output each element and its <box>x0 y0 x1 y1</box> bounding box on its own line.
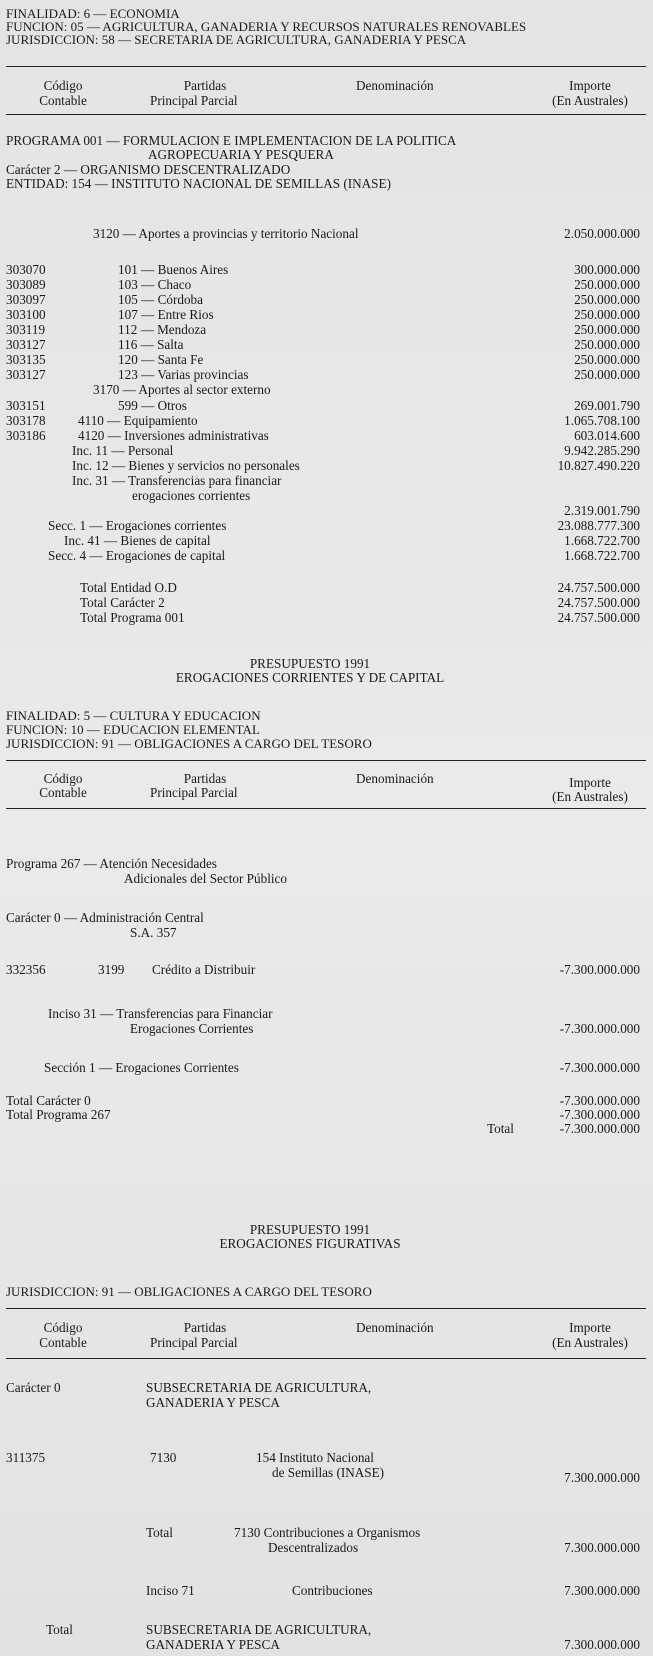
s2-programa-l2: Adicionales del Sector Público <box>124 871 287 886</box>
s1-col-austral: (En Australes) <box>552 93 628 108</box>
s3-sub-l1: SUBSECRETARIA DE AGRICULTURA, <box>146 1380 372 1395</box>
table-row-importe: 300.000.000 <box>574 262 640 277</box>
s1-jurisdiccion: JURISDICCION: 58 — SECRETARIA DE AGRICULTURA, GANADERIA Y PESCA <box>6 32 467 47</box>
s2-col-austral: (En Australes) <box>552 789 628 804</box>
table-row-code: 303097 <box>6 292 46 307</box>
s1-inc31-val: 2.319.001.790 <box>564 503 640 518</box>
s1-secc4-val: 1.668.722.700 <box>564 548 640 563</box>
s3-fin-l2: GANADERIA Y PESCA <box>146 1637 280 1652</box>
table-row-code: 303135 <box>6 352 46 367</box>
s1-inc12: Inc. 12 — Bienes y servicios no personales <box>72 458 300 473</box>
s1-presupuesto-sub: EROGACIONES CORRIENTES Y DE CAPITAL <box>175 670 445 685</box>
table-row-partida: 123 — Varias provincias <box>118 367 249 382</box>
table-row-code: 303070 <box>6 262 46 277</box>
table-row-partida: 101 — Buenos Aires <box>118 262 229 277</box>
s3-tot-val: 7.300.000.000 <box>564 1540 640 1555</box>
s1-rule-header <box>6 114 646 115</box>
s2-credito-den: Crédito a Distribuir <box>152 962 256 977</box>
table-row-partida: 112 — Mendoza <box>118 322 207 337</box>
s3-rule-header <box>6 1358 646 1359</box>
table-row-importe: 250.000.000 <box>574 367 640 382</box>
s1-equip: 4110 — Equipamiento <box>78 413 198 428</box>
s2-col-codigo: Código <box>43 771 83 786</box>
s1-otros: 599 — Otros <box>118 398 187 413</box>
s3-col-denominacion: Denominación <box>356 1320 434 1335</box>
s2-tot-car: Total Carácter 0 <box>6 1093 91 1108</box>
s1-tot-car-val: 24.757.500.000 <box>557 595 640 610</box>
s1-equip-val: 1.065.708.100 <box>564 413 640 428</box>
s3-row-code: 311375 <box>6 1450 46 1465</box>
table-row-importe: 250.000.000 <box>574 292 640 307</box>
s1-caracter: Carácter 2 — ORGANISMO DESCENTRALIZADO <box>6 162 291 177</box>
s3-tot-label: Total <box>146 1525 173 1540</box>
table-row-partida: 120 — Santa Fe <box>118 352 204 367</box>
table-row-code: 303127 <box>6 367 46 382</box>
s1-tot-ent: Total Entidad O.D <box>80 580 177 595</box>
s2-presupuesto: PRESUPUESTO 1991 <box>249 1222 371 1237</box>
s2-total-label: Total <box>487 1121 514 1136</box>
s1-secc1-val: 23.088.777.300 <box>557 518 640 533</box>
s2-tot-car-val: -7.300.000.000 <box>559 1093 640 1108</box>
s1-col-codigo: Código <box>43 78 83 93</box>
s1-col-partidas: Partidas <box>183 78 227 93</box>
s1-aportes-prov: 3120 — Aportes a provincias y territorio Nacional <box>93 226 359 241</box>
s2-rule-header <box>6 808 646 809</box>
s3-sub-l2: GANADERIA Y PESCA <box>146 1395 280 1410</box>
s3-row-den-l1: 154 Instituto Nacional <box>256 1450 374 1465</box>
s1-programa-l2: AGROPECUARIA Y PESQUERA <box>148 147 334 162</box>
s3-col-importe: Importe <box>569 1320 611 1335</box>
s3-col-codigo: Código <box>43 1320 83 1335</box>
s2-col-partidas: Partidas <box>183 771 227 786</box>
table-row-partida: 107 — Entre Rios <box>118 307 214 322</box>
s1-col-contable: Contable <box>39 93 87 108</box>
s1-presupuesto: PRESUPUESTO 1991 <box>249 656 371 671</box>
s3-rule-top <box>6 1308 646 1309</box>
s1-programa-l1: PROGRAMA 001 — FORMULACION E IMPLEMENTACION DE LA POLITICA <box>6 133 457 148</box>
s2-credito-code: 332356 <box>6 962 46 977</box>
s3-row-part: 7130 <box>150 1450 177 1465</box>
s1-tot-ent-val: 24.757.500.000 <box>557 580 640 595</box>
s3-tot-den-l2: Descentralizados <box>268 1540 359 1555</box>
s2-tot-prog-val: -7.300.000.000 <box>559 1107 640 1122</box>
s1-tot-prog-val: 24.757.500.000 <box>557 610 640 625</box>
s1-inc12-val: 10.827.490.220 <box>557 458 640 473</box>
s2-credito-part: 3199 <box>98 962 125 977</box>
s2-seccion: Sección 1 — Erogaciones Corrientes <box>44 1060 239 1075</box>
table-row-code: 303127 <box>6 337 46 352</box>
table-row-code: 303119 <box>6 322 46 337</box>
s3-col-partidas: Partidas <box>183 1320 227 1335</box>
s2-col-importe: Importe <box>569 775 611 790</box>
s2-jurisdiccion: JURISDICCION: 91 — OBLIGACIONES A CARGO DEL TESORO <box>6 736 372 751</box>
table-row-code: 303089 <box>6 277 46 292</box>
table-row-importe: 250.000.000 <box>574 307 640 322</box>
table-row-partida: 116 — Salta <box>118 337 184 352</box>
s2-seccion-val: -7.300.000.000 <box>559 1060 640 1075</box>
s1-equip-code: 303178 <box>6 413 46 428</box>
s2-credito-val: -7.300.000.000 <box>559 962 640 977</box>
s2-inciso-l1: Inciso 31 — Transferencias para Financiar <box>48 1006 273 1021</box>
s1-funcion: FUNCION: 05 — AGRICULTURA, GANADERIA Y RECURSOS NATURALES RENOVABLES <box>6 19 527 34</box>
s1-secc4: Secc. 4 — Erogaciones de capital <box>48 548 226 563</box>
s2-funcion: FUNCION: 10 — EDUCACION ELEMENTAL <box>6 722 260 737</box>
s1-col-denominacion: Denominación <box>356 78 434 93</box>
s2-rule-top <box>6 760 646 761</box>
s2-caracter-l2: S.A. 357 <box>130 925 177 940</box>
s1-inv-code: 303186 <box>6 428 46 443</box>
s1-inv-val: 603.014.600 <box>574 428 640 443</box>
s1-secc1: Secc. 1 — Erogaciones corrientes <box>48 518 227 533</box>
s3-row-den-l2: de Semillas (INASE) <box>272 1465 385 1480</box>
s1-otros-code: 303151 <box>6 398 46 413</box>
s1-col-principal: Principal Parcial <box>150 93 238 108</box>
table-row-partida: 105 — Córdoba <box>118 292 203 307</box>
s1-inc41-val: 1.668.722.700 <box>564 533 640 548</box>
s3-row-val: 7.300.000.000 <box>564 1470 640 1485</box>
s2-col-principal: Principal Parcial <box>150 785 238 800</box>
s2-col-denominacion: Denominación <box>356 771 434 786</box>
s1-inc31-l2: erogaciones corrientes <box>132 488 251 503</box>
s1-inv: 4120 — Inversiones administrativas <box>78 428 269 443</box>
s3-caracter: Carácter 0 <box>6 1380 61 1395</box>
s1-rule-top <box>6 66 646 67</box>
s3-fin-label: Total <box>46 1622 73 1637</box>
table-row-importe: 250.000.000 <box>574 337 640 352</box>
s2-caracter-l1: Carácter 0 — Administración Central <box>6 910 204 925</box>
s1-finalidad: FINALIDAD: 6 — ECONOMIA <box>6 6 180 21</box>
s1-inc31-l1: Inc. 31 — Transferencias para financiar <box>72 473 282 488</box>
s2-tot-prog: Total Programa 267 <box>6 1107 111 1122</box>
s3-fin-l1: SUBSECRETARIA DE AGRICULTURA, <box>146 1622 372 1637</box>
s2-inciso-l2: Erogaciones Corrientes <box>130 1021 254 1036</box>
s1-inc11: Inc. 11 — Personal <box>72 443 174 458</box>
s1-aportes-prov-val: 2.050.000.000 <box>564 226 640 241</box>
s2-col-contable: Contable <box>39 785 87 800</box>
s3-col-austral: (En Australes) <box>552 1335 628 1350</box>
s3-fin-val: 7.300.000.000 <box>564 1637 640 1652</box>
s3-inciso: Inciso 71 <box>146 1583 195 1598</box>
s3-inciso-val: 7.300.000.000 <box>564 1583 640 1598</box>
s1-aportes-ext: 3170 — Aportes al sector externo <box>93 382 271 397</box>
s2-presupuesto-sub: EROGACIONES FIGURATIVAS <box>219 1236 401 1251</box>
s2-total-val: -7.300.000.000 <box>559 1121 640 1136</box>
s1-entidad: ENTIDAD: 154 — INSTITUTO NACIONAL DE SEMILLAS (INASE) <box>6 176 391 191</box>
s3-jurisdiccion: JURISDICCION: 91 — OBLIGACIONES A CARGO DEL TESORO <box>6 1284 372 1299</box>
s1-tot-car: Total Carácter 2 <box>80 595 165 610</box>
s1-tot-prog: Total Programa 001 <box>80 610 185 625</box>
table-row-code: 303100 <box>6 307 46 322</box>
s2-finalidad: FINALIDAD: 5 — CULTURA Y EDUCACION <box>6 708 261 723</box>
table-row-importe: 250.000.000 <box>574 352 640 367</box>
table-row-importe: 250.000.000 <box>574 322 640 337</box>
table-row-importe: 250.000.000 <box>574 277 640 292</box>
table-row-partida: 103 — Chaco <box>118 277 192 292</box>
s1-inc11-val: 9.942.285.290 <box>564 443 640 458</box>
s1-inc41: Inc. 41 — Bienes de capital <box>64 533 211 548</box>
s2-programa-l1: Programa 267 — Atención Necesidades <box>6 856 217 871</box>
s3-inciso-den: Contribuciones <box>292 1583 373 1598</box>
s3-tot-den-l1: 7130 Contribuciones a Organismos <box>234 1525 421 1540</box>
s2-inciso-val: -7.300.000.000 <box>559 1021 640 1036</box>
s1-col-importe: Importe <box>569 78 611 93</box>
s3-col-principal: Principal Parcial <box>150 1335 238 1350</box>
s3-col-contable: Contable <box>39 1335 87 1350</box>
s1-otros-val: 269.001.790 <box>574 398 640 413</box>
